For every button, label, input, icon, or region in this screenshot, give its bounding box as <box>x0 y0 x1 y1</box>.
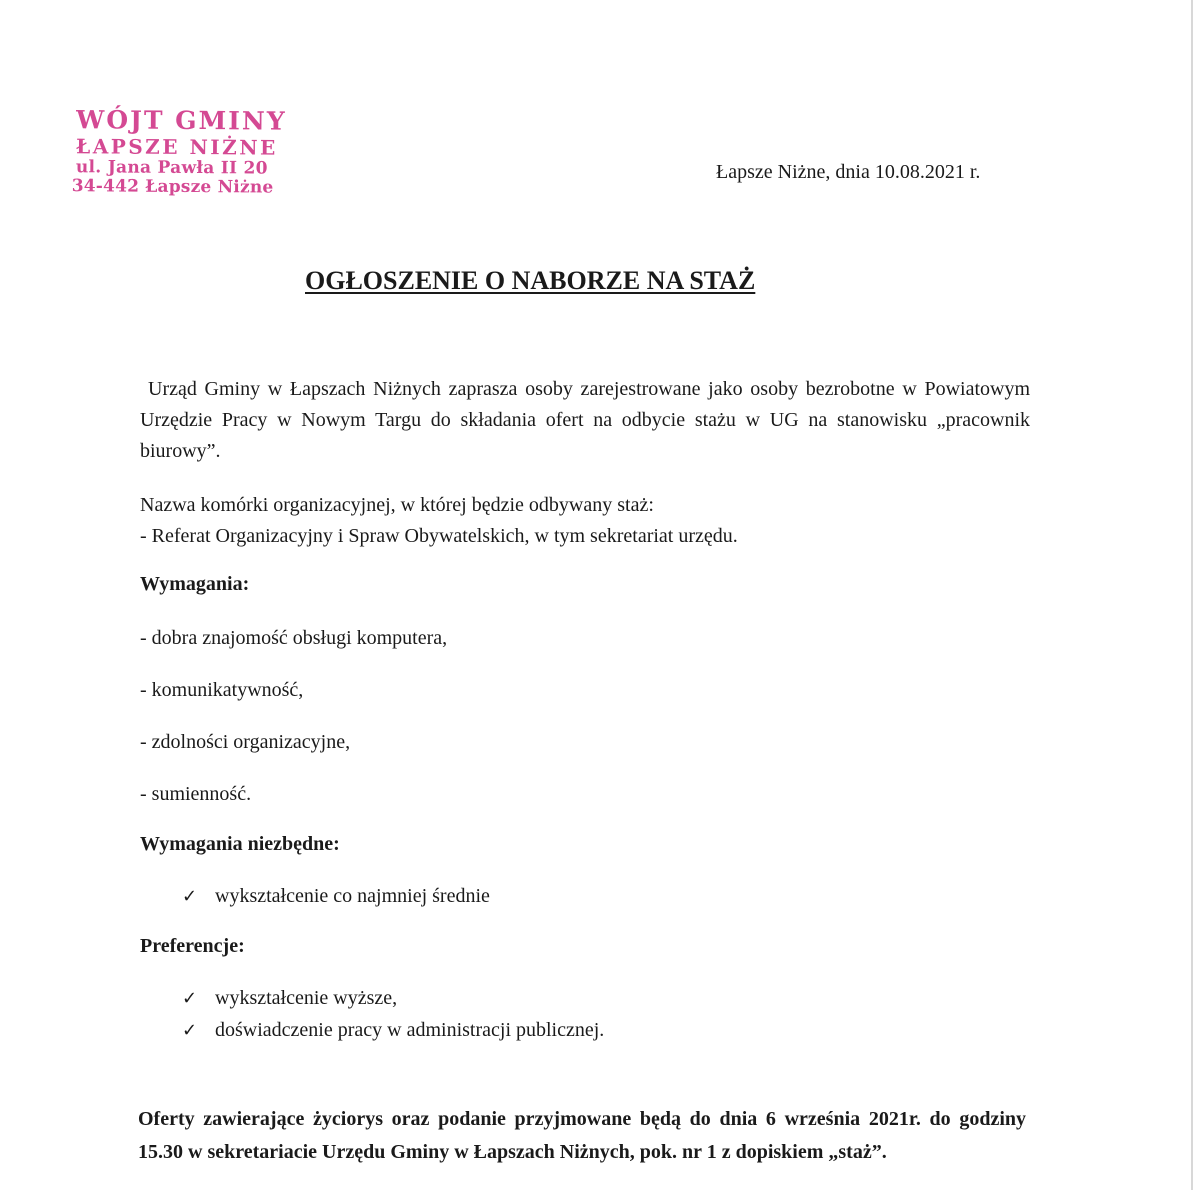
essential-requirements-heading: Wymagania niezbędne: <box>140 833 340 855</box>
closing-line-3: z dopiskiem „staż”. <box>721 1141 887 1163</box>
place-and-date: Łapsze Niżne, dnia 10.08.2021 r. <box>716 161 981 183</box>
document-title: OGŁOSZENIE O NABORZE NA STAŻ <box>305 266 756 295</box>
checkmark-icon: ✓ <box>182 886 198 907</box>
unit-value: - Referat Organizacyjny i Spraw Obywatelskich, w tym sekretariat urzędu. <box>140 525 738 547</box>
stamp-line-3: ul. Jana Pawła II 20 <box>75 157 268 179</box>
preference-item-text: wykształcenie wyższe, <box>215 987 398 1009</box>
unit-label: Nazwa komórki organizacyjnej, w której będzie odbywany staż: <box>140 494 654 516</box>
organizational-unit <box>140 490 1030 552</box>
preference-item-text: doświadczenie pracy w administracji publicznej. <box>215 1019 605 1041</box>
closing-line-2: 2021r. do godziny 15.30 w sekretariacie Urzędu Gminy w Łapszach Niżnych, pok. nr 1 <box>138 1108 1026 1163</box>
official-stamp <box>70 107 311 197</box>
essential-item <box>182 885 490 908</box>
requirement-item: - dobra znajomość obsługi komputera, <box>140 627 448 649</box>
checkmark-icon: ✓ <box>182 1020 198 1041</box>
requirement-item: - zdolności organizacyjne, <box>140 731 351 753</box>
essential-item-text: wykształcenie co najmniej średnie <box>215 885 490 907</box>
intro-line-1: Urząd Gminy w Łapszach Niżnych zaprasza osoby zarejestrowane jako osoby bezrobotne <box>148 378 895 400</box>
closing-line-1: Oferty zawierające życiorys oraz podanie przyjmowane będą do dnia 6 września <box>138 1108 861 1130</box>
requirement-item: - komunikatywność, <box>140 679 304 701</box>
stamp-line-4: 34-442 Łapsze Niżne <box>71 176 274 198</box>
stamp-line-2: ŁAPSZE NIŻNE <box>75 134 278 160</box>
intro-paragraph <box>140 374 1030 467</box>
preference-item <box>182 1019 604 1042</box>
intro-line-2: w Powiatowym Urzędzie Pracy w Nowym Targu do składania ofert na odbycie stażu w UG <box>140 378 1031 431</box>
requirements-heading: Wymagania: <box>140 573 250 595</box>
checkmark-icon: ✓ <box>182 988 198 1009</box>
preferences-heading: Preferencje: <box>140 935 245 957</box>
preference-item <box>182 987 397 1010</box>
requirement-item: - sumienność. <box>140 783 252 805</box>
intro-line-3: na stanowisku „pracownik biurowy”. <box>140 409 1031 462</box>
stamp-line-1: WÓJT GMINY <box>76 105 287 136</box>
closing-paragraph <box>138 1103 1026 1169</box>
